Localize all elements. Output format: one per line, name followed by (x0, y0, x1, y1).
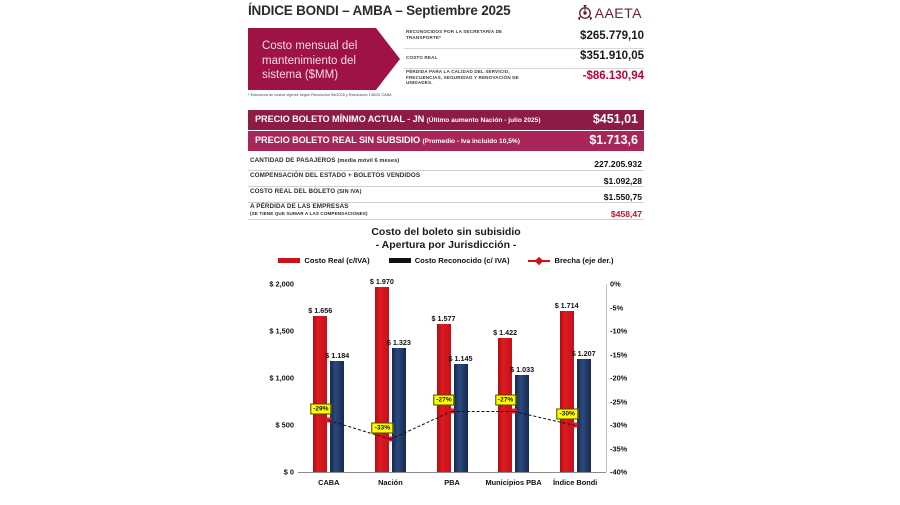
row-label: A PÉRDIDA DE LAS EMPRESAS (250, 203, 349, 210)
wheel-icon (577, 5, 593, 21)
legend-item-costo-real (278, 256, 369, 265)
chart-bar (392, 348, 406, 472)
x-axis-category-label: PBA (444, 478, 460, 487)
fare-title-text: PRECIO BOLETO REAL SIN SUBSIDIO (255, 135, 421, 145)
aaeta-logo (577, 4, 642, 22)
bar-value-label: $ 1.323 (386, 337, 411, 347)
fare-row-real (248, 131, 644, 151)
fare-title (255, 114, 541, 124)
chart-plot-area (248, 274, 644, 501)
gap-value-badge: -27% (495, 394, 516, 405)
row-label: RECONOCIDOS POR LA SECRETARÍA DE TRANSPORTE* (406, 29, 503, 40)
row-label-text: CANTIDAD DE PASAJEROS (250, 157, 336, 164)
bar-value-label: $ 1.184 (325, 350, 350, 360)
legend-swatch-icon (389, 258, 411, 263)
row-label: COMPENSACIÓN DEL ESTADO + BOLETOS VENDIDOS (250, 172, 421, 179)
chart-subtitle: - Apertura por Jurisdicción - (375, 239, 517, 251)
row-note: (SIN IVA) (337, 189, 362, 195)
y-axis-tick: $ 0 (283, 467, 294, 477)
table-row (248, 155, 644, 171)
legend-label: Brecha (eje der.) (554, 256, 614, 265)
gap-value-badge: -33% (372, 423, 393, 434)
fare-subtitle: (Promedio - Iva incluido 10,5%) (422, 138, 520, 145)
row-value: $1.550,75 (603, 192, 642, 202)
chevron-label: Costo mensual del mantenimiento del sistema ($MM) (262, 40, 358, 81)
row-label (250, 188, 362, 195)
legend-label: Costo Reconocido (c/ IVA) (414, 256, 510, 265)
legend-swatch-icon (278, 258, 300, 263)
row-sublabel: (SE TIENE QUE SUMAR A LAS COMPENSACIONES) (250, 211, 368, 216)
page-title: ÍNDICE BONDI – AMBA – Septiembre 2025 (248, 3, 511, 18)
bar-value-label: $ 1.422 (493, 328, 518, 338)
gap-value-badge: -29% (310, 404, 331, 415)
table-row (248, 186, 644, 203)
y-axis-tick: $ 2,000 (269, 279, 294, 289)
bar-value-label: $ 1.145 (448, 354, 473, 364)
report-header (240, 0, 644, 26)
x-axis-category-label: CABA (318, 478, 340, 487)
y2-axis-tick: -30% (610, 420, 628, 430)
y2-axis-tick: -20% (610, 373, 628, 383)
fare-title (255, 135, 520, 145)
monthly-cost-panel (248, 28, 644, 90)
x-axis-category-label: Índice Bondi (553, 478, 598, 487)
row-value: $458,47 (610, 209, 642, 219)
y2-axis-tick: 0% (610, 279, 621, 289)
fare-value: $451,01 (592, 112, 638, 126)
bar-value-label: $ 1.656 (308, 306, 333, 316)
bar-value-label: $ 1.577 (431, 313, 456, 323)
y-axis-tick: $ 1,000 (269, 373, 294, 383)
fare-subtitle: (Último aumento Nación - julio 2025) (426, 117, 541, 124)
bar-value-label: $ 1.207 (571, 348, 596, 358)
row-value: 227.205.932 (594, 159, 642, 169)
y2-axis-tick: -25% (610, 397, 628, 406)
bar-chart (248, 226, 644, 501)
row-label: COSTO REAL (406, 55, 438, 60)
y-axis-tick: $ 500 (275, 420, 294, 430)
table-row (404, 68, 644, 88)
row-note: (media móvil 6 meses) (337, 158, 400, 164)
y-axis-tick: $ 1,500 (269, 326, 294, 336)
cost-footnote: * Estructura de costos vigente según Resolución 96/2025 y Resolución 136/25 CABA (248, 93, 392, 97)
fare-title-text: PRECIO BOLETO MÍNIMO ACTUAL - JN (255, 114, 425, 124)
chart-bar (577, 359, 591, 472)
row-value: $265.779,10 (580, 30, 644, 42)
table-row (404, 48, 644, 69)
gap-trend-line (452, 411, 514, 412)
chart-bar (560, 311, 574, 472)
chart-bar (330, 361, 344, 472)
logo-text: AAETA (594, 5, 642, 21)
table-row (404, 28, 644, 49)
bar-value-label: $ 1.970 (369, 276, 394, 286)
legend-line-marker-icon (528, 257, 550, 264)
monthly-cost-rows (404, 28, 644, 90)
y2-axis-tick: -35% (610, 444, 628, 453)
table-row (248, 170, 644, 187)
chart-bar (375, 287, 389, 472)
legend-label: Costo Real (c/IVA) (304, 256, 370, 265)
chart-bar (515, 375, 529, 472)
row-label: PÉRDIDA PARA LA CALIDAD DEL SERVICIO, FRECUENCIAS, SEGURIDAD Y RENOVACIÓN DE UNIDADES. (406, 69, 519, 86)
report-sheet (240, 0, 644, 505)
row-value: $351.910,05 (580, 50, 644, 62)
gap-value-badge: -30% (556, 409, 577, 420)
x-axis-category-label: Municipios PBA (485, 478, 542, 487)
chart-legend (248, 256, 644, 265)
row-label-text: COSTO REAL DEL BOLETO (250, 188, 336, 195)
y2-axis-tick: -15% (610, 350, 628, 359)
x-axis-category-label: Nación (378, 478, 403, 487)
fare-row-minimum (248, 110, 644, 130)
fare-value: $1.713,6 (589, 133, 638, 147)
chart-title: Costo del boleto sin subisidio (371, 226, 521, 238)
y2-axis-line (606, 284, 607, 472)
y2-axis-tick: -40% (610, 467, 628, 477)
bar-value-label: $ 1.033 (510, 364, 535, 374)
chart-bar (454, 364, 468, 472)
x-axis-line (298, 472, 606, 473)
row-value: $1.092,28 (603, 176, 642, 186)
legend-item-brecha (528, 256, 613, 265)
table-row (248, 202, 644, 220)
bar-value-label: $ 1.714 (554, 300, 579, 310)
legend-item-costo-reconocido (389, 256, 510, 265)
chart-bar (313, 316, 327, 472)
gap-value-badge: -27% (433, 394, 454, 405)
y2-axis-tick: -10% (610, 326, 628, 336)
row-value: -$86.130,94 (582, 70, 644, 82)
row-label (250, 157, 399, 164)
y2-axis-tick: -5% (610, 303, 624, 312)
